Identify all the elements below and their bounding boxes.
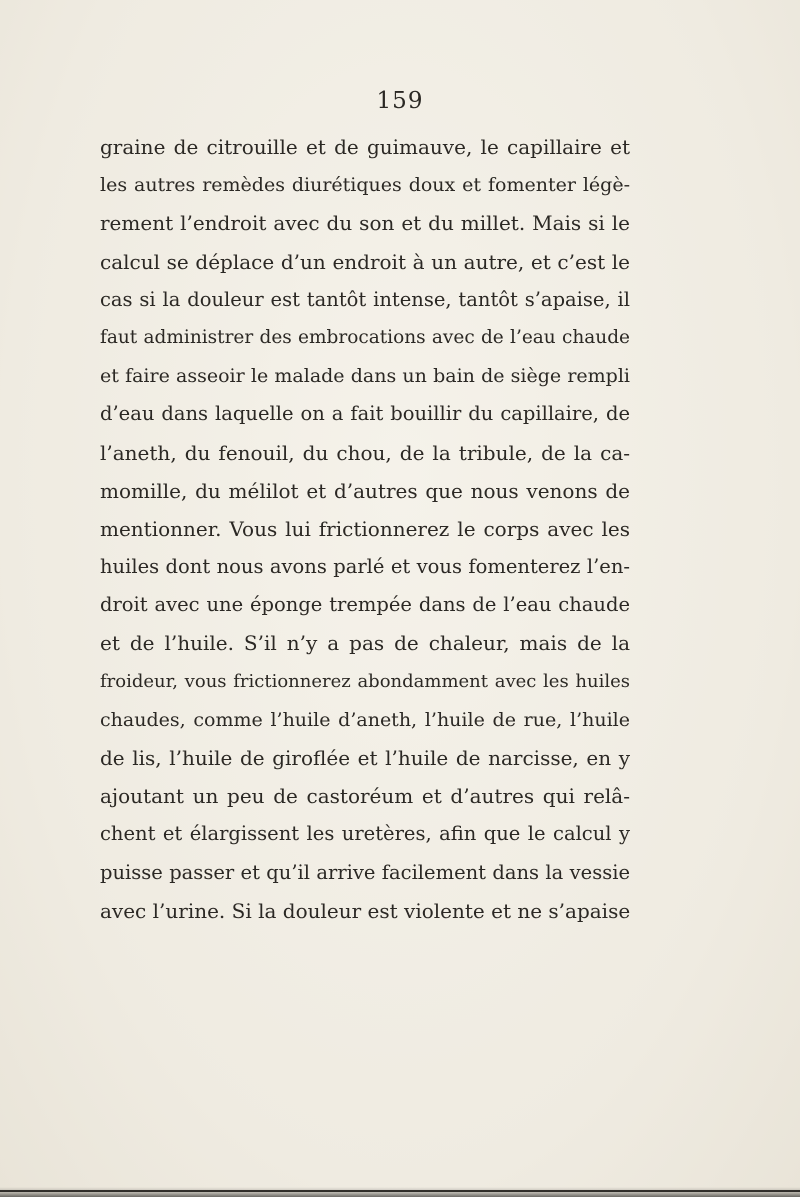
text-line: calcul se déplace d’un endroit à un autre, et c’est le <box>100 249 630 274</box>
text-line: de lis, l’huile de giroflée et l’huile de narcisse, en y <box>100 746 630 770</box>
text-line: et faire asseoir le malade dans un bain de siège rempli <box>100 365 630 388</box>
text-line: mentionner. Vous lui frictionnerez le corps avec les <box>100 516 630 541</box>
text-line: d’eau dans laquelle on a fait bouillir du capillaire, de <box>100 402 630 426</box>
text-line: puisse passer et qu’il arrive facilement dans la vessie <box>100 860 630 884</box>
text-line: chaudes, comme l’huile d’aneth, l’huile de rue, l’huile <box>100 708 630 731</box>
body-text <box>100 128 630 930</box>
text-line: avec l’urine. Si la douleur est violente et ne s’apaise <box>100 898 631 923</box>
text-line: cas si la douleur est tantôt intense, tantôt s’apaise, il <box>100 287 630 311</box>
text-line: momille, du mélilot et d’autres que nous venons de <box>100 478 630 503</box>
text-line: faut administrer des embrocations avec de l’eau chaude <box>100 326 630 348</box>
page-bottom-shadow <box>0 1187 800 1197</box>
text-line: et de l’huile. S’il n’y a pas de chaleur, mais de la <box>100 631 630 656</box>
text-line: chent et élargissent les uretères, afin que le calcul y <box>100 822 630 846</box>
text-line: froideur, vous frictionnerez abondamment avec les huiles <box>100 670 630 692</box>
text-line: droit avec une éponge trempée dans de l’eau chaude <box>100 593 630 617</box>
page-number: 159 <box>376 88 424 114</box>
text-line: ajoutant un peu de castoréum et d’autres qui relâ- <box>100 784 630 809</box>
text-line: graine de citrouille et de guimauve, le capillaire et <box>100 135 630 159</box>
text-line: l’aneth, du fenouil, du chou, de la tribule, de la ca- <box>100 440 630 465</box>
text-line: rement l’endroit avec du son et du millet. Mais si le <box>100 211 630 236</box>
text-line: huiles dont nous avons parlé et vous fomenterez l’en- <box>100 555 630 579</box>
text-line: les autres remèdes diurétiques doux et fomenter légè- <box>100 174 630 197</box>
